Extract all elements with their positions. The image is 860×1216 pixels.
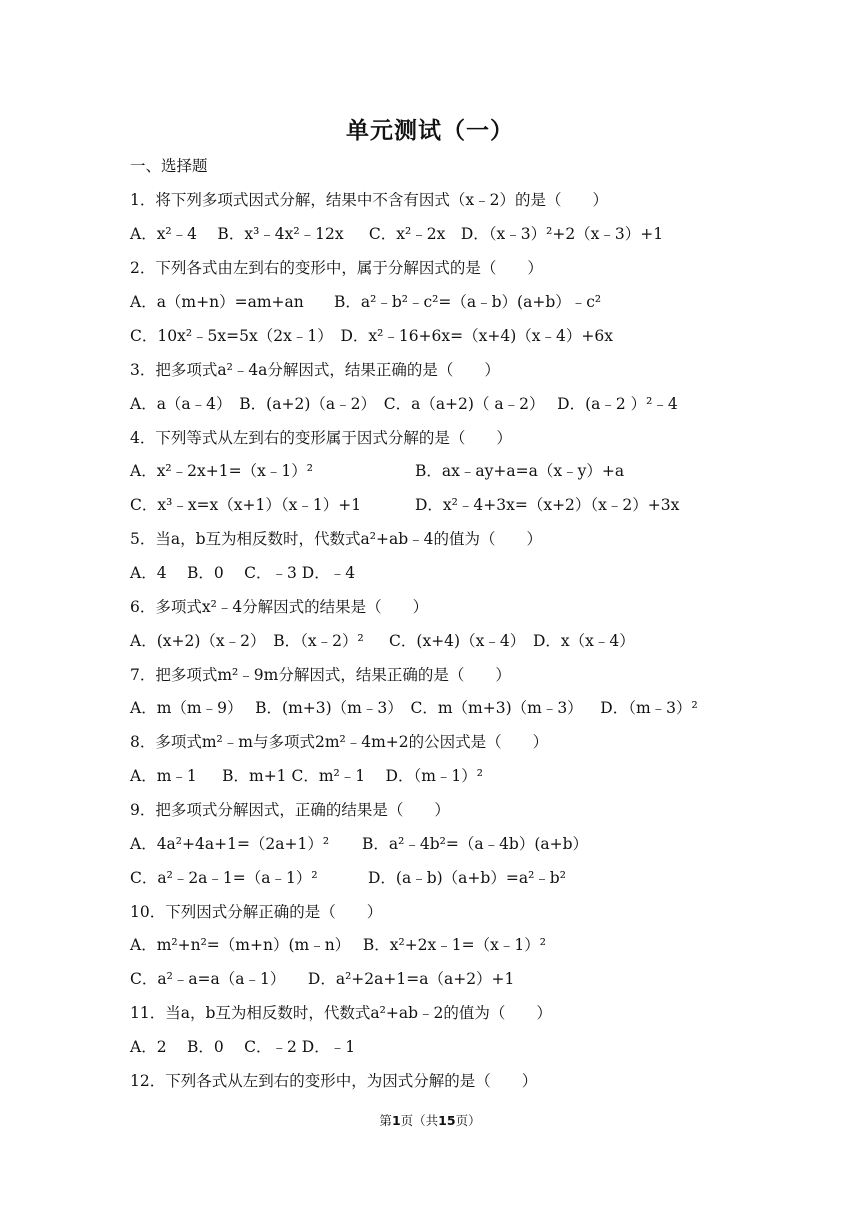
question-11-options: A．2 B．0 C．﹣2 D．﹣1 <box>130 1038 356 1056</box>
question-2-options-cd: C．10x²﹣5x=5x（2x﹣1） D．x²﹣16+6x=（x+4)（x﹣4）+6x <box>130 327 613 345</box>
question-11: 11．当a，b互为相反数时，代数式a²+ab﹣2的值为（ ） <box>130 1004 552 1022</box>
question-2: 2．下列各式由左到右的变形中，属于分解因式的是（ ） <box>130 259 543 277</box>
question-1-options: A．x²﹣4 B．x³﹣4x²﹣12x C．x²﹣2x D．（x﹣3）²+2（x﹣3）+1 <box>130 225 664 243</box>
question-3-options: A．a（a﹣4） B．(a+2)（a﹣2） C．a（a+2)（ a﹣2） D．(a﹣2 ）²﹣4 <box>130 395 678 413</box>
question-9-option-d: D．(a﹣b)（a+b）=a²﹣b² <box>368 869 566 887</box>
question-12: 12．下列各式从左到右的变形中，为因式分解的是（ ） <box>130 1072 538 1090</box>
question-9-option-b: B．a²﹣4b²=（a﹣4b）(a+b） <box>362 835 589 853</box>
question-6-options: A．(x+2)（x﹣2） B．（x﹣2）² C．(x+4)（x﹣4） D．x（x﹣4） <box>130 632 635 650</box>
section-heading: 一、选择题 <box>130 157 208 175</box>
question-4: 4．下列等式从左到右的变形属于因式分解的是（ ） <box>130 429 512 447</box>
question-9-option-a: A．4a²+4a+1=（2a+1）² <box>130 835 330 853</box>
footer-suffix: 页） <box>455 1113 481 1128</box>
question-2-options-ab: A．a（m+n）=am+an B．a²﹣b²﹣c²=（a﹣b）(a+b）﹣c² <box>130 293 602 311</box>
question-5: 5．当a，b互为相反数时，代数式a²+ab﹣4的值为（ ） <box>130 530 542 548</box>
question-7: 7．把多项式m²﹣9m分解因式，结果正确的是（ ） <box>130 666 511 684</box>
question-9-option-c: C．a²﹣2a﹣1=（a﹣1）² <box>130 869 318 887</box>
question-8: 8．多项式m²﹣m与多项式2m²﹣4m+2的公因式是（ ） <box>130 733 549 751</box>
footer-page-number: 1 <box>391 1113 401 1128</box>
page-title: 单元测试（一） <box>346 118 514 144</box>
question-9: 9．把多项式分解因式，正确的结果是（ ） <box>130 801 450 819</box>
question-3: 3．把多项式a²﹣4a分解因式，结果正确的是（ ） <box>130 361 500 379</box>
question-6: 6．多项式x²﹣4分解因式的结果是（ ） <box>130 598 429 616</box>
question-5-options: A．4 B．0 C．﹣3 D．﹣4 <box>130 564 356 582</box>
question-7-options: A．m（m﹣9） B．(m+3)（m﹣3） C．m（m+3)（m﹣3） D．（m﹣3）² <box>130 699 698 717</box>
footer-prefix: 第 <box>379 1113 392 1128</box>
page-footer <box>0 1111 860 1129</box>
question-10-options-cd: C．a²﹣a=a（a﹣1） D．a²+2a+1=a（a+2）+1 <box>130 970 515 988</box>
question-4-option-a: A．x²﹣2x+1=（x﹣1）² <box>130 462 313 480</box>
question-4-option-d: D．x²﹣4+3x=（x+2）（x﹣2）+3x <box>415 496 680 514</box>
question-10-options-ab: A．m²+n²=（m+n）(m﹣n） B．x²+2x﹣1=（x﹣1）² <box>130 936 546 954</box>
question-4-option-b: B．ax﹣ay+a=a（x﹣y）+a <box>415 462 625 480</box>
question-8-options: A．m﹣1 B．m+1 C．m²﹣1 D．（m﹣1）² <box>130 767 483 785</box>
question-4-option-c: C．x³﹣x=x（x+1）（x﹣1）+1 <box>130 496 362 514</box>
question-10: 10．下列因式分解正确的是（ ） <box>130 903 383 921</box>
footer-total-pages: 15 <box>438 1113 456 1128</box>
question-1: 1．将下列多项式因式分解，结果中不含有因式（x﹣2）的是（ ） <box>130 191 608 209</box>
footer-middle: 页（共 <box>400 1113 439 1128</box>
